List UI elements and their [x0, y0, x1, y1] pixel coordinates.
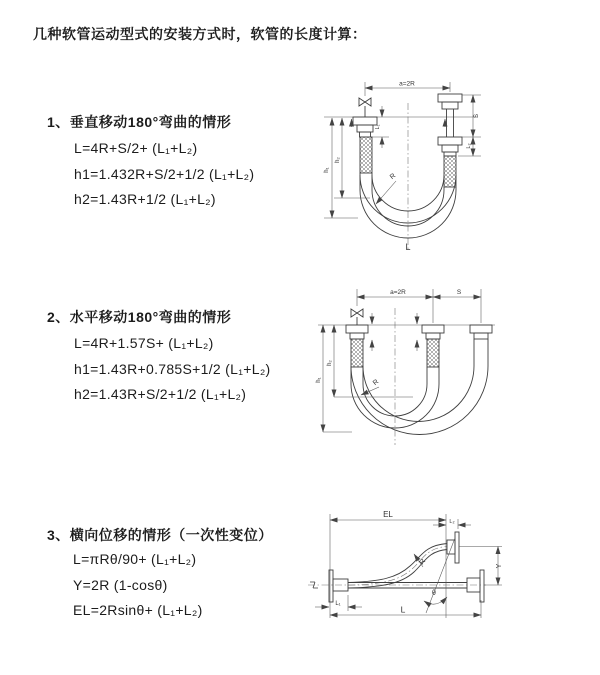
dimension-lines	[315, 514, 502, 618]
diagram-vertical-bend	[310, 75, 600, 255]
left-fitting	[353, 98, 377, 190]
braided-hose-section	[444, 156, 456, 187]
dim-label-a2r: a=2R	[399, 80, 415, 88]
displaced-hose-s-curve	[348, 532, 459, 588]
dim-label-s: S	[456, 289, 462, 296]
dim-label-s: S	[474, 113, 480, 119]
radius-label: R	[418, 557, 428, 567]
valve-icon	[359, 98, 371, 106]
section-2-formulas	[74, 331, 271, 408]
angle-label: θ	[432, 590, 436, 597]
length-label: L	[400, 604, 406, 615]
formula-line: Y=2R (1-cosθ)	[73, 576, 168, 593]
formula-line: h1=1.432R+S/2+1/2 (L₁+L₂)	[74, 165, 255, 182]
dim-label-a2r: a=2R	[390, 289, 406, 296]
dim-label-h1: h₁	[324, 167, 330, 173]
dim-label-el: EL	[383, 510, 393, 519]
braided-hose-section	[351, 339, 363, 367]
formula-line: h2=1.43R+S/2+1/2 (L₁+L₂)	[74, 386, 247, 402]
right-fitting	[438, 94, 462, 190]
page-title: 几种软管运动型式的安装方式时，软管的长度计算：	[33, 26, 367, 42]
right-flange	[480, 570, 484, 602]
section-2-heading: 2、水平移动180°弯曲的情形	[47, 309, 232, 325]
braided-hose-section	[360, 137, 372, 173]
left-fitting	[346, 309, 368, 384]
hose-u-bend-arcs	[351, 366, 488, 435]
straight-hose-position	[348, 570, 484, 602]
section-1-formulas	[74, 136, 254, 213]
upper-flange	[455, 532, 459, 563]
dim-label-h2: h₂	[335, 157, 341, 163]
middle-fitting	[422, 325, 444, 384]
dimension-lines	[323, 289, 481, 432]
formula-line: L=4R+1.57S+ (L₁+L₂)	[74, 335, 214, 351]
section-3-heading: 3、横向位移的情形（一次性变位）	[47, 527, 273, 543]
formula-line: h1=1.43R+0.785S+1/2 (L₁+L₂)	[74, 360, 271, 377]
radius-label: R	[371, 378, 381, 388]
section-1-heading: 1、垂直移动180°弯曲的情形	[47, 114, 232, 130]
left-flange	[329, 570, 348, 602]
right-fitting	[470, 325, 492, 366]
dim-label-l1: L₁	[335, 601, 341, 607]
braided-hose-section	[427, 339, 439, 367]
diagram-lateral-displacement	[300, 505, 600, 645]
section-3-formulas	[73, 547, 203, 624]
formula-line: h2=1.43R+1/2 (L₁+L₂)	[74, 191, 216, 207]
radius-label: R	[388, 172, 398, 182]
valve-icon	[351, 309, 363, 317]
formula-line: EL=2Rsinθ+ (L₁+L₂)	[73, 602, 203, 618]
dim-label-h2: h₂	[327, 360, 333, 366]
length-label: L	[405, 242, 411, 252]
formula-line: L=4R+S/2+ (L₁+L₂)	[74, 140, 198, 156]
dim-label-l2: L₂	[449, 519, 455, 525]
formula-line: L=πRθ/90+ (L₁+L₂)	[73, 551, 197, 567]
dim-label-l1: L₁	[375, 124, 381, 130]
dim-label-h1: h₁	[316, 377, 322, 383]
dim-label-l2: L₂	[466, 143, 472, 149]
dim-label-y: Y	[496, 563, 503, 569]
diagram-horizontal-bend	[310, 282, 600, 452]
